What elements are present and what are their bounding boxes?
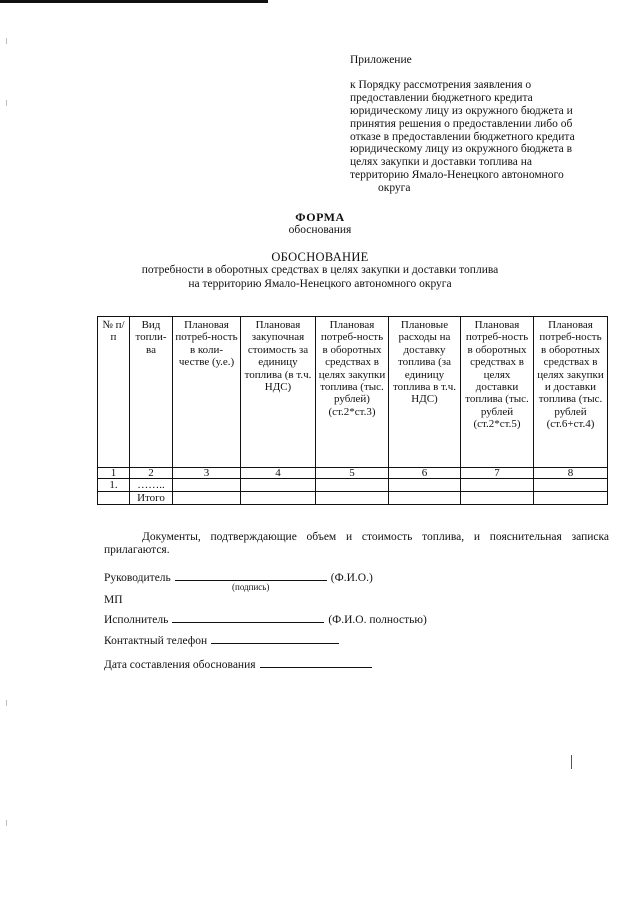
- column-number: 2: [130, 468, 173, 479]
- header-cell: Вид топли-ва: [130, 317, 173, 468]
- margin-mark: [6, 100, 7, 106]
- margin-mark: [6, 820, 7, 826]
- signature-hint: (подпись): [232, 582, 270, 592]
- phone-label: Контактный телефон: [104, 635, 208, 647]
- appendix-block: [350, 54, 612, 195]
- column-number: 5: [316, 468, 389, 479]
- table-row: [98, 479, 608, 492]
- appendix-line: юридическому лицу из окружного бюджета и: [350, 104, 573, 117]
- table-cell: [534, 479, 608, 492]
- date-line: [104, 657, 376, 671]
- fuel-kind-cell: ……..: [130, 479, 173, 492]
- appendix-title: Приложение: [350, 54, 412, 66]
- table-header-row: [98, 317, 608, 468]
- attachment-note-text: Документы, подтверждающие объем и стоимость топлива, и пояснительная записка прилагаются.: [104, 531, 609, 557]
- top-edge-line: [0, 0, 268, 3]
- table-cell: [389, 479, 461, 492]
- table-cell: [316, 492, 389, 505]
- form-subtitle: обоснования: [288, 224, 352, 236]
- attachment-note: [104, 531, 609, 558]
- header-cell: Плановая потреб-ность в оборотных средствах в целях доставки топлива (тыс. рублей (ст.2*ст.5): [461, 317, 534, 468]
- total-label: Итого: [130, 492, 173, 505]
- appendix-line: юридическому лицу из окружного бюджета в: [350, 143, 573, 156]
- head-suffix: (Ф.И.О.): [330, 572, 373, 584]
- date-blank: [260, 657, 372, 668]
- table-cell: [534, 492, 608, 505]
- table-cell: [461, 479, 534, 492]
- appendix-line: предоставлении бюджетного кредита: [350, 91, 533, 104]
- header-cell: Плановая потреб-ность в оборотных средствах в целях закупки и доставки топлива (тыс. рублей (ст.6+ст.4): [534, 317, 608, 468]
- appendix-line: территорию Ямало-Ненецкого автономного: [350, 169, 564, 182]
- table-cell: [173, 479, 241, 492]
- column-number: 3: [173, 468, 241, 479]
- table-cell: [316, 479, 389, 492]
- executor-signature-line: [104, 612, 427, 626]
- header-cell: № п/п: [98, 317, 130, 468]
- appendix-line: целях закупки и доставки топлива на: [350, 156, 533, 169]
- appendix-line: округа: [378, 182, 411, 195]
- table-cell: [241, 479, 316, 492]
- executor-suffix: (Ф.И.О. полностью): [328, 614, 427, 626]
- margin-mark: [6, 38, 7, 44]
- row-number: 1.: [98, 479, 130, 492]
- table-cell: [461, 492, 534, 505]
- header-cell: Плановая закупочная стоимость за единицу топлива (в т.ч. НДС): [241, 317, 316, 468]
- header-cell: Плановая потреб-ность в оборотных средствах в целях закупки топлива (тыс. рублей) (ст.2*ст.3): [316, 317, 389, 468]
- appendix-line: принятия решения о предоставлении либо об: [350, 117, 573, 130]
- document-subtitle-line-2: на территорию Ямало-Ненецкого автономного округа: [188, 278, 452, 290]
- table-cell: [98, 492, 130, 505]
- table-row-total: [98, 492, 608, 505]
- date-label: Дата составления обоснования: [104, 659, 256, 671]
- head-label: Руководитель: [104, 572, 171, 584]
- column-number: 4: [241, 468, 316, 479]
- document-subtitle-line-1: потребности в оборотных средствах в целях закупки и доставки топлива: [141, 264, 499, 276]
- column-number: 6: [389, 468, 461, 479]
- header-cell: Плановая потреб-ность в коли-честве (у.е.): [173, 317, 241, 468]
- form-title: ФОРМА: [295, 210, 345, 224]
- scan-mark: [571, 755, 572, 769]
- executor-blank: [172, 612, 324, 623]
- table-cell: [241, 492, 316, 505]
- appendix-line: к Порядку рассмотрения заявления о: [350, 78, 532, 91]
- column-number: 7: [461, 468, 534, 479]
- phone-blank: [211, 633, 339, 644]
- column-number-row: [98, 468, 608, 479]
- appendix-line: отказе в предоставлении бюджетного кредита: [350, 130, 575, 143]
- executor-label: Исполнитель: [104, 614, 169, 626]
- document-title: ОБОСНОВАНИЕ: [271, 250, 369, 264]
- header-cell: Плановые расходы на доставку топлива (за единицу топлива в т.ч. НДС): [389, 317, 461, 468]
- justification-table: [97, 316, 608, 505]
- stamp-place: МП: [104, 594, 123, 606]
- margin-mark: [6, 700, 7, 706]
- phone-line: [104, 633, 343, 647]
- signature-blank: [175, 570, 327, 581]
- table-cell: [173, 492, 241, 505]
- column-number: 8: [534, 468, 608, 479]
- column-number: 1: [98, 468, 130, 479]
- table-cell: [389, 492, 461, 505]
